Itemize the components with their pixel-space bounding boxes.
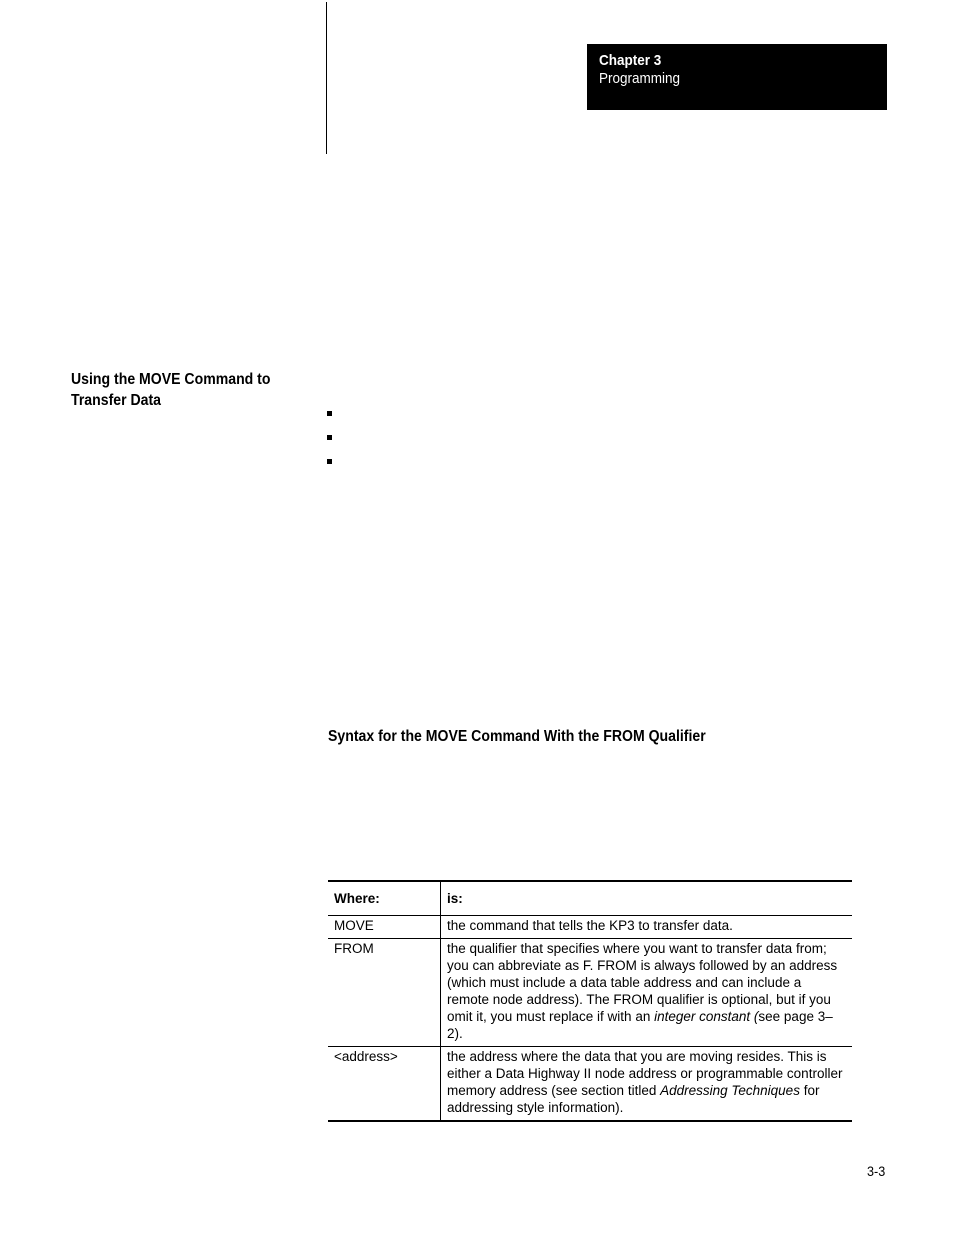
definitions-table	[328, 880, 852, 1122]
chapter-header	[587, 44, 887, 110]
section-heading	[71, 369, 282, 411]
row-term: FROM	[328, 939, 441, 1047]
definition-italic: integer constant (	[654, 1009, 759, 1024]
bullet-marker	[327, 435, 332, 440]
bullet-marker	[327, 411, 332, 416]
page-number: 3-3	[867, 1163, 886, 1179]
row-definition	[441, 939, 853, 1047]
syntax-heading: Syntax for the MOVE Command With the FROM Qualifier	[328, 728, 706, 745]
definition-text: the qualifier that specifies where you want to transfer data from; you can abbreviate as F. FROM is always followed by an address (which must include a data table address and can include a remote node address). The FROM qualifier is optional, but if you omit it, you must replace if with an	[447, 941, 838, 1024]
chapter-number: Chapter 3	[599, 52, 662, 69]
table-row	[328, 1047, 852, 1122]
header-where: Where:	[328, 881, 441, 916]
definition-text: the address where the data that you are moving resides. This is either a Data Highway II node address or programmable controller memory address (see section titled	[447, 1049, 843, 1098]
row-definition: the command that tells the KP3 to transfer data.	[441, 916, 853, 939]
bullet-marker	[327, 459, 332, 464]
definition-text: see page 3–2).	[447, 1009, 833, 1041]
table-row	[328, 939, 852, 1047]
header-is: is:	[441, 881, 853, 916]
section-heading-line2: Transfer Data	[71, 392, 161, 409]
row-term: MOVE	[328, 916, 441, 939]
margin-rule	[326, 2, 327, 154]
definition-text: for addressing style information).	[447, 1083, 820, 1115]
row-term: <address>	[328, 1047, 441, 1122]
row-definition	[441, 1047, 853, 1122]
table-row	[328, 916, 852, 939]
table-header-row	[328, 881, 852, 916]
definition-italic: Addressing Techniques	[660, 1083, 800, 1098]
chapter-title: Programming	[599, 70, 681, 87]
section-heading-line1: Using the MOVE Command to	[71, 371, 271, 388]
